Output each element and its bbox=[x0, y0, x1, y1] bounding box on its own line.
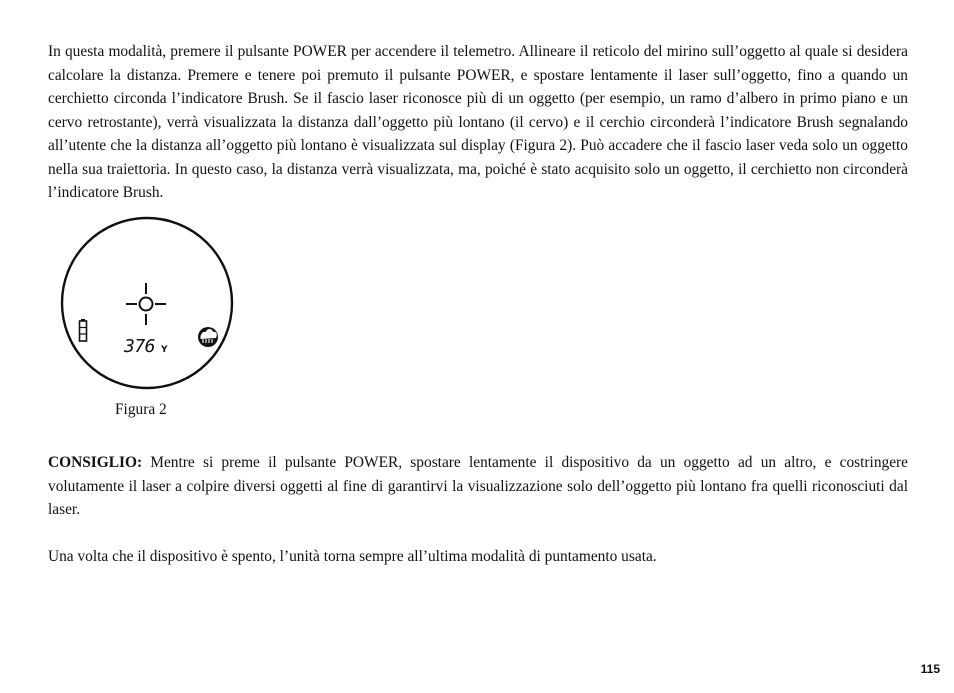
tip-label: CONSIGLIO: bbox=[48, 454, 143, 471]
distance-unit: Y bbox=[161, 345, 168, 355]
display-outline bbox=[62, 218, 232, 388]
brush-mode-icon bbox=[198, 327, 218, 347]
rangefinder-display-figure bbox=[60, 215, 240, 391]
closing-paragraph: Una volta che il dispositivo è spento, l’unità torna sempre all’ultima modalità di puntamento usata. bbox=[48, 548, 657, 565]
tip-paragraph bbox=[48, 451, 908, 522]
intro-paragraph: In questa modalità, premere il pulsante POWER per accendere il telemetro. Allineare il reticolo del mirino sull’oggetto al quale si desidera calcolare la distanza. Premere e tenere poi premuto il pulsante POWER, e spostare lentamente il laser sull’oggetto, fino a quando un cerchietto circonda l’indicatore Brush. Se il fascio laser riconosce più di un oggetto (per esempio, un ramo d’albero in primo piano e un cervo retrostante), verrà visualizzata la distanza dall’oggetto più lontano (il cervo) e il cerchio circonderà l’indicatore Brush segnalando all’utente che la distanza all’oggetto più lontano è visualizzata sul display (Figura 2). Può accadere che il fascio laser veda solo un oggetto nella sua traiettoria. In questo caso, la distanza verrà visualizzata, ma, poiché è stato acquisito solo un oggetto, il cerchietto non circonderà l’indicatore Brush. bbox=[48, 43, 908, 201]
page-number: 115 bbox=[920, 662, 940, 676]
distance-readout: 376 bbox=[124, 336, 156, 357]
figure-caption: Figura 2 bbox=[115, 401, 167, 418]
rangefinder-display bbox=[60, 215, 240, 391]
tip-text: Mentre si preme il pulsante POWER, spostare lentamente il dispositivo da un oggetto ad un altro, e costringere volutamente il laser a colpire diversi oggetti al fine di garantirvi la visualizzazione solo dell’oggetto più lontano fra quelli riconosciuti dal laser. bbox=[48, 454, 908, 518]
